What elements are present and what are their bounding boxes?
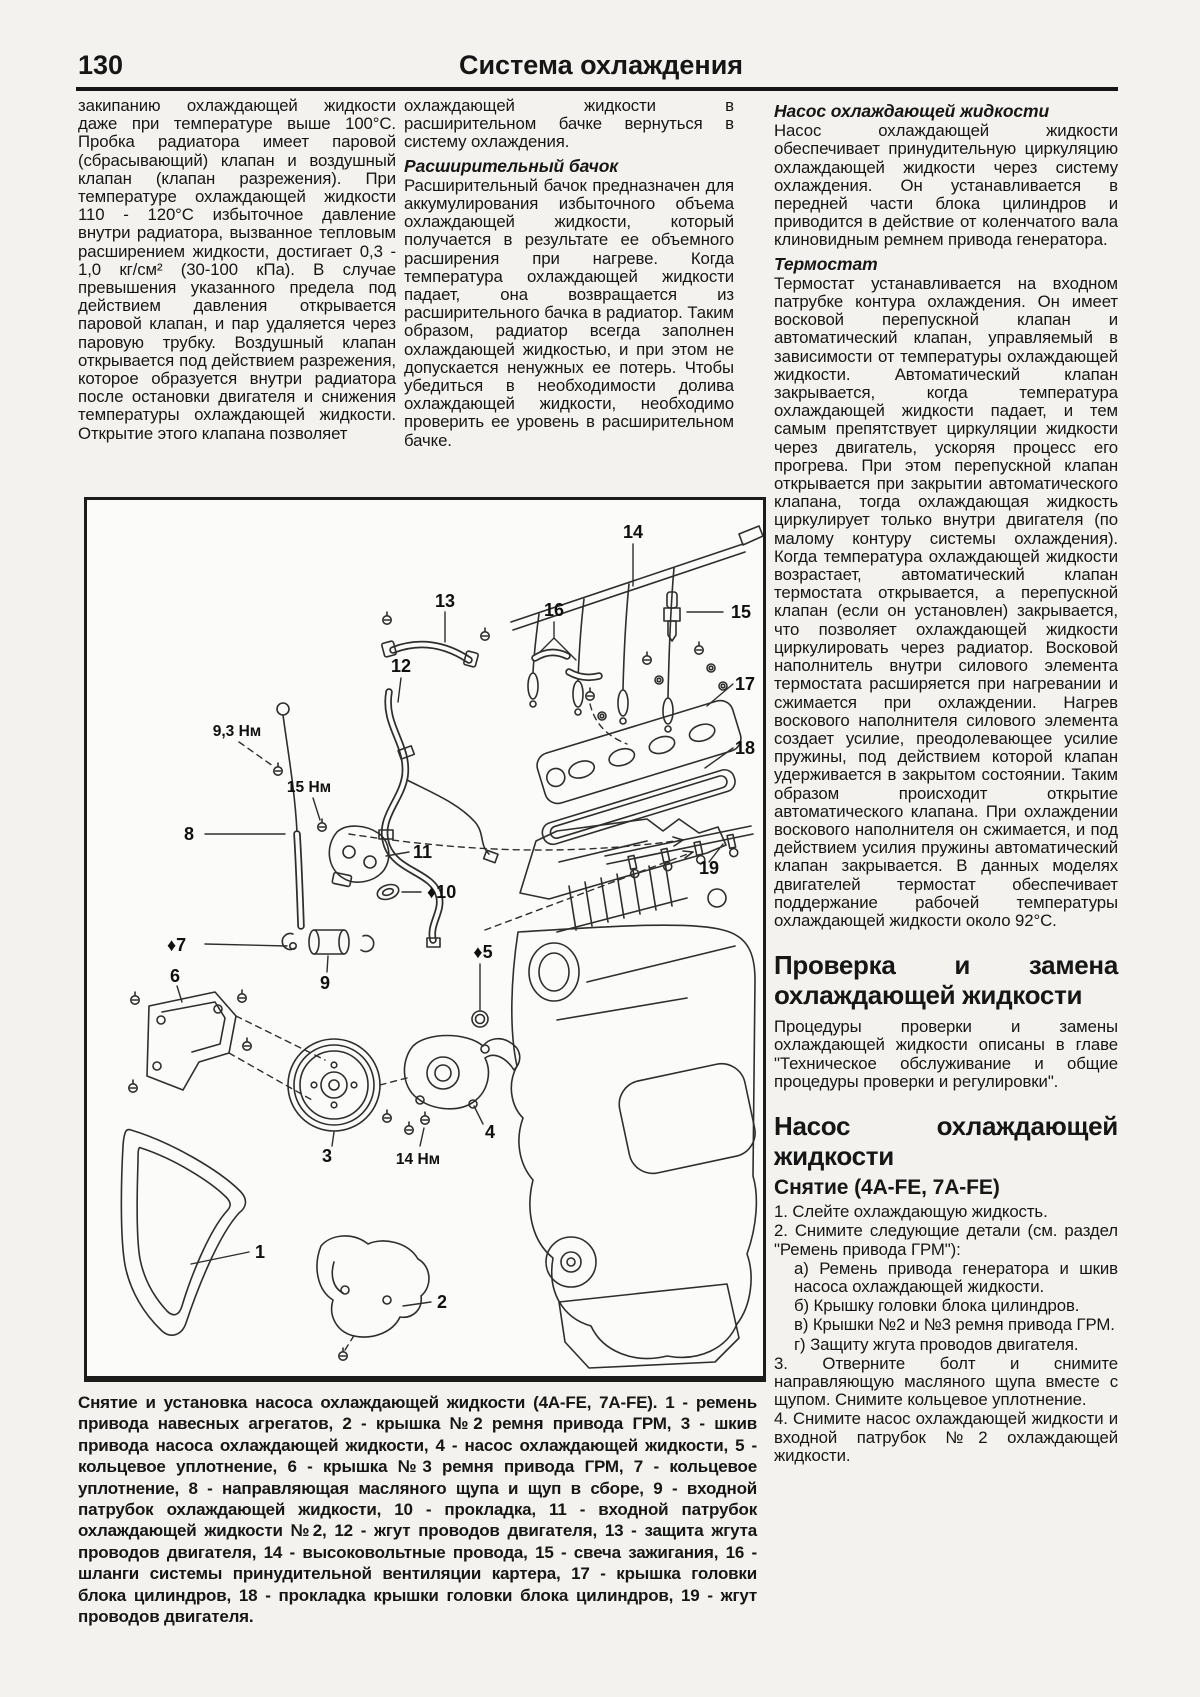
- callout-label: 19: [699, 858, 720, 878]
- pump-pulley-part: [288, 1039, 380, 1146]
- callout-label: ♦7: [167, 935, 187, 955]
- callout-label: 12: [390, 656, 412, 676]
- belt-cover3-part: [129, 986, 325, 1100]
- callout-label: 2: [437, 1292, 448, 1312]
- header-rule: [76, 87, 1118, 91]
- inlet-pipe-part: [282, 930, 373, 972]
- step-subitem: г) Защиту жгута проводов двигателя.: [794, 1334, 1079, 1354]
- section-heading: Насос охлаждающей жидкости: [774, 101, 1050, 121]
- page-number: 130: [78, 50, 124, 80]
- page-title: Система охлаждения: [458, 50, 744, 80]
- callout-label: 18: [735, 738, 756, 758]
- torque-label: 9,3 Нм: [212, 723, 262, 740]
- callout-label: ♦5: [473, 942, 493, 962]
- callout-label: 1: [255, 1242, 266, 1262]
- engine-block-part: [511, 819, 759, 1368]
- diagram-linework: [121, 526, 763, 1368]
- figure-frame: [84, 497, 766, 1382]
- body-paragraph: закипанию охлаждающей жидкости даже при температуре выше 100°С. Пробка радиатора имеет паровой (сбрасывающий) клапан и воздушный клапан (клапан разрежения). При температуре охлаждающей жидкости 110 - 120°С избыточное давление внутри радиатора, вызванное тепловым расширением жидкости, достигает 0,3 - 1,0 кг/см² (30-100 кПа). В случае превышения указанного предела под действием давления открывается паровой клапан, и пар удаляется через паровую трубку. Воздушный клапан открывается под действием разрежения, которое образуется внутри радиатора после остановки двигателя и снижения температуры охлаждающей жидкости. Открытие этого клапана позволяет: [78, 96, 396, 443]
- column-right: [774, 97, 1118, 1466]
- torque-label: 15 Нм: [286, 779, 332, 796]
- step-item: 3. Отверните болт и снимите направляющую масляного щупа вместе с щупом. Снимите кольцевое уплотнение.: [774, 1353, 1118, 1410]
- callout-label: 4: [485, 1122, 496, 1142]
- callout-label: 9: [319, 973, 331, 993]
- body-paragraph: охлаждающей жидкости в расширительном бачке вернуться в систему охлаждения.: [404, 96, 734, 152]
- belt-cover2-part: [317, 1236, 431, 1360]
- callout-label: 8: [183, 824, 195, 844]
- harness-rail-part: [349, 826, 753, 930]
- callout-label: 14: [622, 522, 644, 542]
- diagram-labels: [167, 522, 755, 1312]
- callout-label: ♦10: [427, 882, 457, 902]
- cover-bolts: [586, 642, 727, 744]
- step-subitem: а) Ремень привода генератора и шкив насоса охлаждающей жидкости.: [794, 1258, 1118, 1296]
- o-ring-part: [472, 964, 488, 1027]
- figure-caption: Снятие и установка насоса охлаждающей жидкости (4A-FE, 7A-FE). 1 - ремень привода навесных агрегатов, 2 - крышка №2 ремня привода ГРМ, 3 - шкив привода насоса охлаждающей жидкости, 4 - насос охлаждающей жидкости, 5 - кольцевое уплотнение, 6 - крышка №3 ремня привода ГРМ, 7 - кольцевое уплотнение, 8 - направляющая масляного щупа и щуп в сборе, 9 - входной патрубок охлаждающей жидкости, 10 - прокладка, 11 - входной патрубок охлаждающей жидкости №2, 12 - жгут проводов двигателя, 13 - защита жгута проводов двигателя, 14 - высоковольтные провода, 15 - свеча зажигания, 16 - шланги системы принудительной вентиляции картера, 17 - крышка головки блока цилиндров, 18 - прокладка крышки головки блока цилиндров, 19 - жгут проводов двигателя.: [78, 1393, 757, 1627]
- callout-label: 11: [413, 842, 433, 862]
- chapter-heading: Насос охлаждающей жидкости: [774, 1110, 1118, 1171]
- body-paragraph: Расширительный бачок предназначен для аккумулирования избыточного объема охлаждающей жидкости, который получается в результате ее объемного расширения при нагреве. Когда температура охлаждающей жидкости падает, она возвращается из расширительного бачка в радиатор. Таким образом, радиатор всегда заполнен охлаждающей жидкостью, и при этом не допускается ненужных ее потерь. Чтобы убедиться в необходимости долива охлаждающей жидкости, необходимо проверить ее уровень в расширительном бачке.: [404, 175, 734, 450]
- step-item: 2. Снимите следующие детали (см. раздел "Ремень привода ГРМ"):: [774, 1221, 1118, 1259]
- chapter-heading: Проверка и замена охлаждающей жидкости: [774, 950, 1118, 1011]
- callout-label: 16: [543, 600, 565, 620]
- callout-label: 15: [731, 602, 752, 622]
- drive-belt-part: [121, 1130, 249, 1336]
- wiring-harness-part: [379, 678, 498, 947]
- callout-label: 13: [434, 591, 456, 611]
- callout-label: 6: [169, 966, 181, 986]
- procedure-heading: Снятие (4A-FE, 7A-FE): [774, 1175, 1000, 1199]
- step-subitem: б) Крышку головки блока цилиндров.: [794, 1296, 1080, 1316]
- section-heading: Расширительный бачок: [404, 155, 619, 176]
- column-left: [78, 97, 396, 446]
- body-paragraph: Термостат устанавливается на входном патрубке контура охлаждения. Он имеет восковой перепускной клапан и автоматический клапан, управляемый в зависимости от температуры охлаждающей жидкости. Автоматический клапан закрывается, когда температура охлаждающей жидкости падает, и тем самым препятствует циркуляции жидкости через двигатель, ускоряя процесс его прогрева. При этом перепускной клапан открывается при закрытии автоматического клапана, тогда охлаждающая жидкость циркулирует только внутри двигателя (по малому контуру системы охлаждения). Когда температура охлаждающей жидкости возрастает, автоматический клапан термостата открывается, а перепускной клапан (если он установлен) закрывается, что позволяет охлаждающей жидкости циркулировать через радиатор. Восковой наполнитель внутри силового элемента термостата расширяется при нагревании и сжимается при охлаждении. Нагрев воскового наполнителя силового элемента создает усилие, преодолевающее усилие пружины, под действием которой клапан удерживается в закрытом состоянии. Таким образом происходит открытие автоматического клапана. При охлаждении воскового наполнителя он сжимается, и под действием усилия пружины автоматический клапан закрывается. В данных моделях двигателей термостат обеспечивает поддержание рабочей температуры охлаждающей жидкости около 92°С.: [774, 273, 1118, 930]
- body-paragraph: Насос охлаждающей жидкости обеспечивает принудительную циркуляцию охлаждающей жидкости через систему охлаждения. Он устанавливается в передней части блока цилиндров и приводится в действие от коленчатого вала клиновидным ремнем привода генератора.: [774, 121, 1118, 250]
- callout-label: 17: [735, 674, 756, 694]
- step-item: 4. Снимите насос охлаждающей жидкости и входной патрубок №2 охлаждающей жидкости.: [774, 1409, 1118, 1465]
- gasket-ring-part: [375, 882, 421, 902]
- engine-exploded-diagram: [87, 500, 763, 1376]
- torque-label: 14 Нм: [395, 1151, 441, 1168]
- callout-label: 3: [321, 1146, 333, 1166]
- column-middle: [404, 97, 734, 453]
- step-item: 1. Слейте охлаждающую жидкость.: [774, 1202, 1048, 1222]
- section-heading: Термостат: [774, 253, 878, 274]
- pcv-hoses-part: [535, 622, 599, 677]
- body-paragraph: Процедуры проверки и замены охлаждающей жидкости описаны в главе "Техническое обслуживание и общие процедуры проверки и регулировки".: [774, 1017, 1118, 1091]
- water-pump-part: [380, 1036, 520, 1135]
- spark-plug-part: [664, 592, 723, 641]
- step-subitem: в) Крышки №2 и №3 ремня привода ГРМ.: [794, 1315, 1115, 1335]
